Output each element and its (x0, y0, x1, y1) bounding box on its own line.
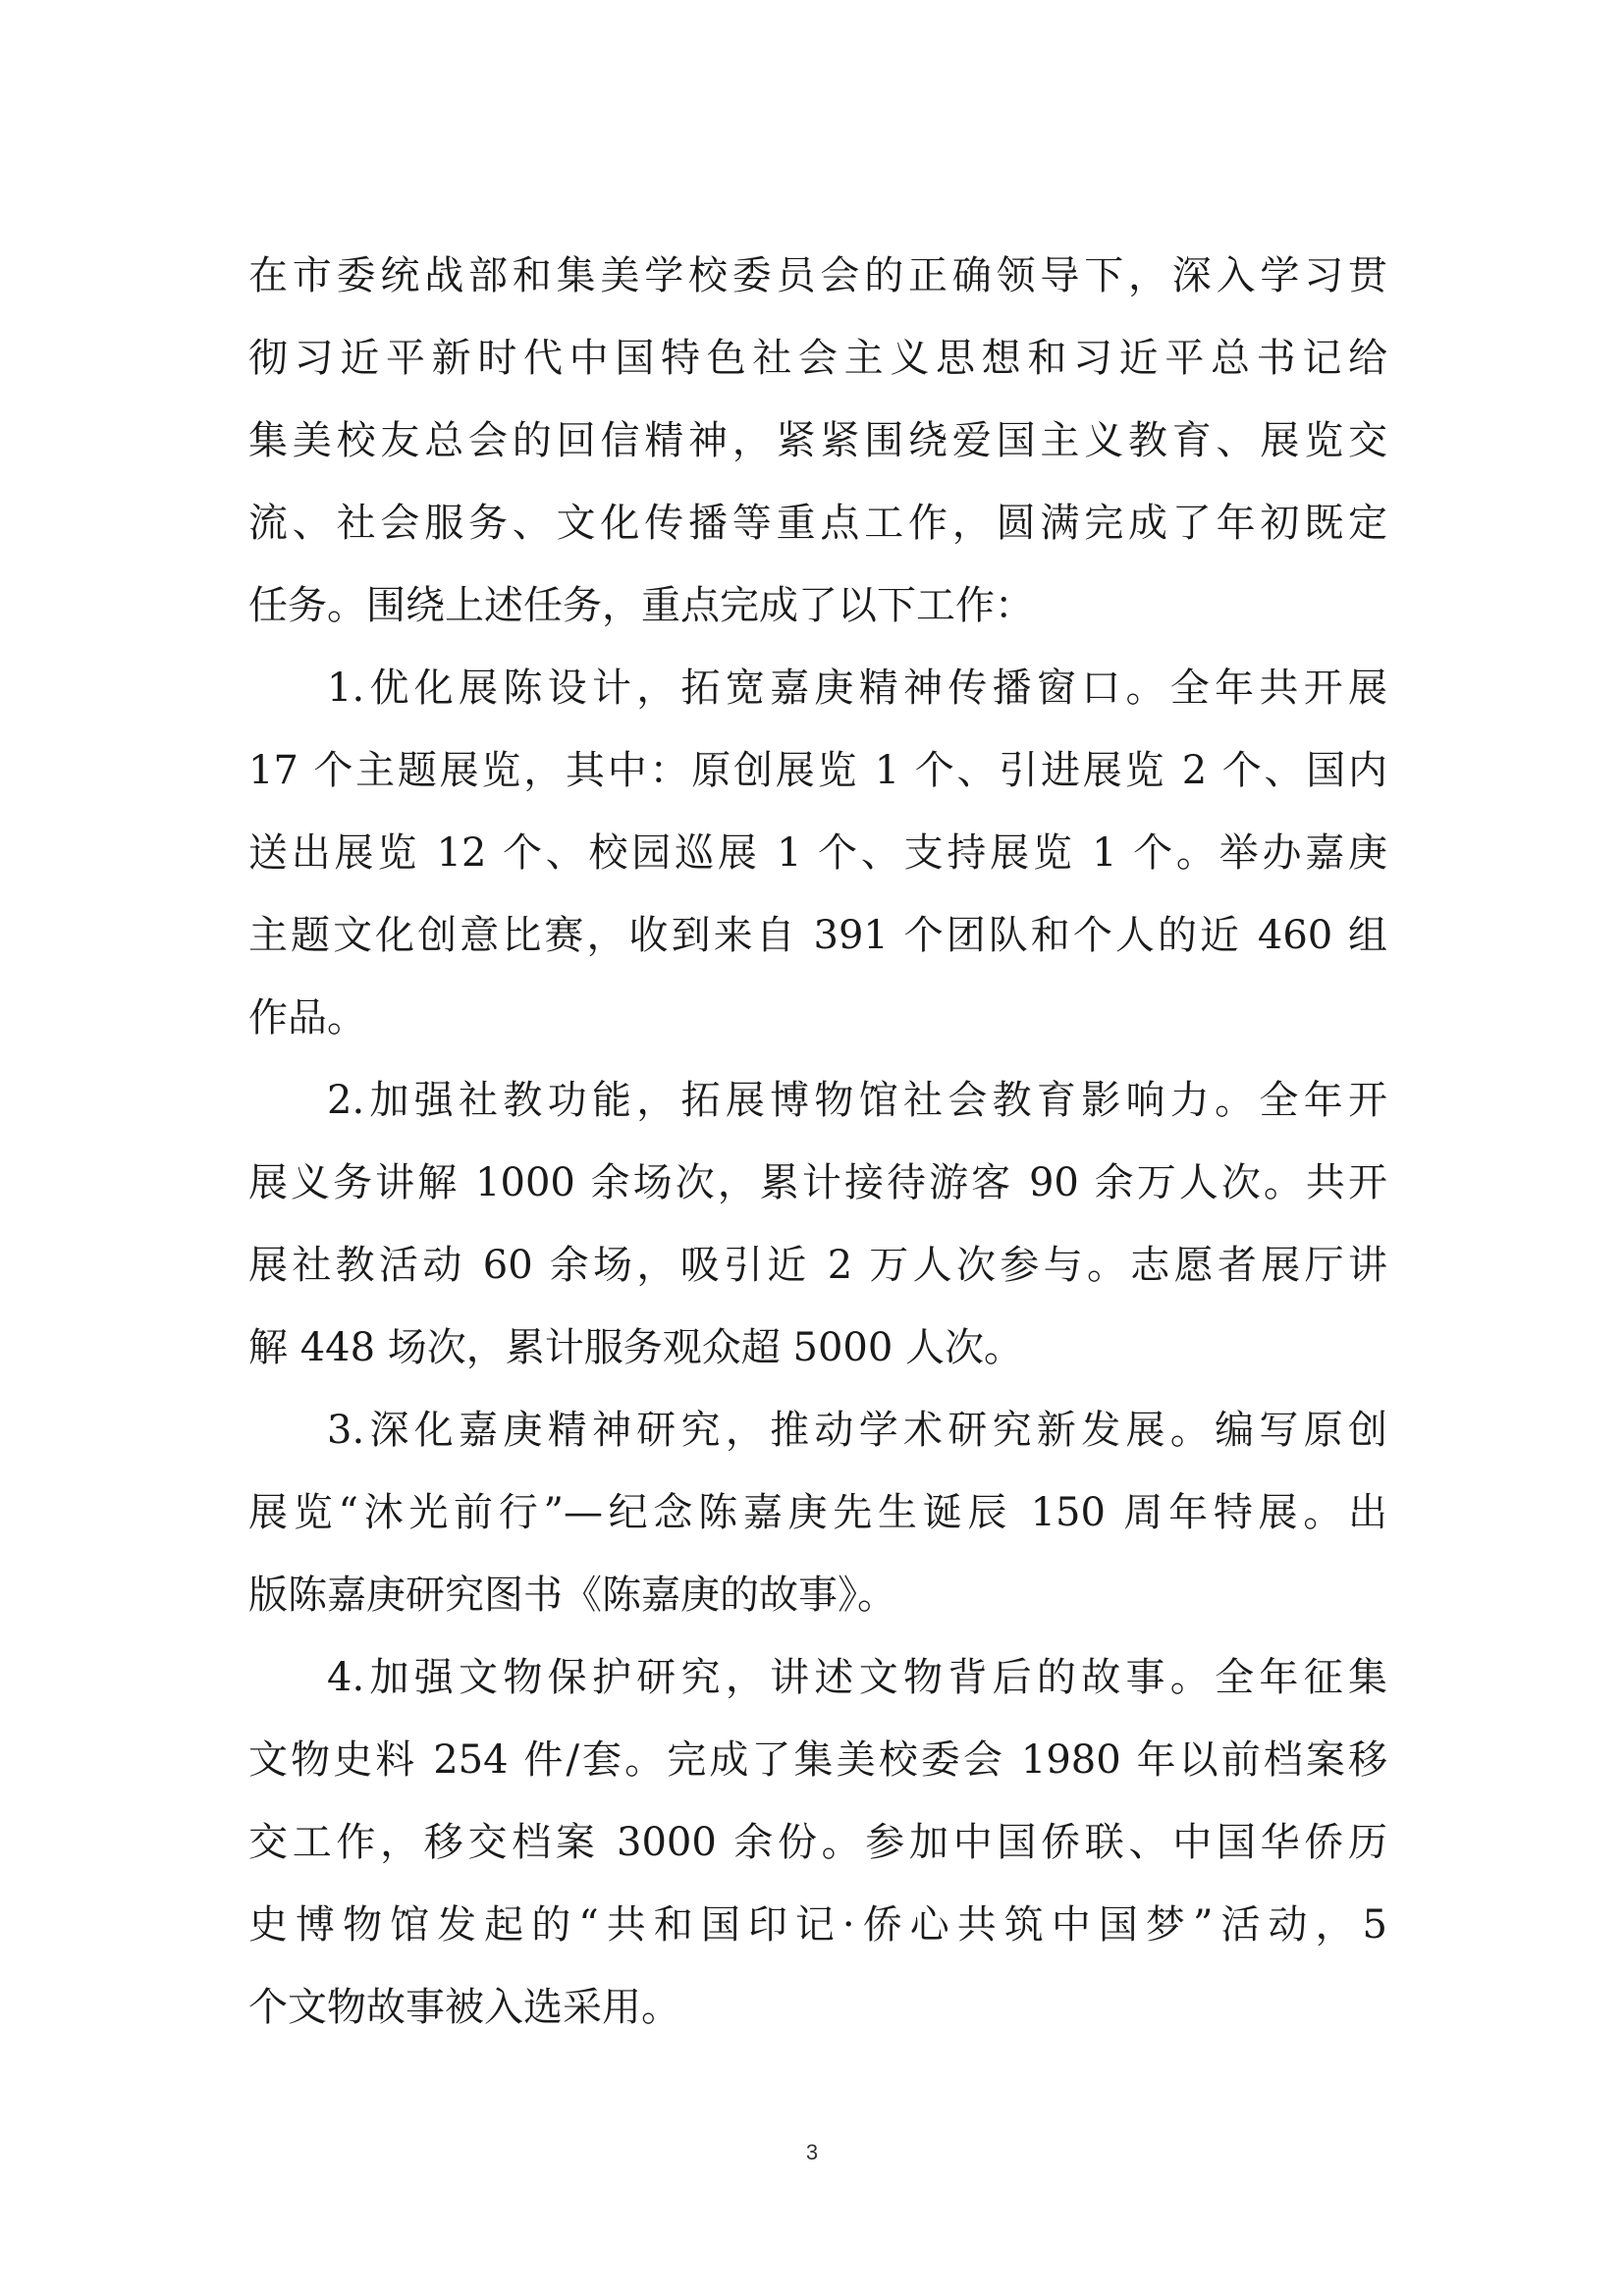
section-4-heading-line: 4.加强文物保护研究，讲述文物背后的故事。全年征集 (327, 1655, 1387, 1700)
text-line: 展览“沐光前行”—纪念陈嘉庚先生诞辰 150 周年特展。出 (248, 1490, 1387, 1535)
text-line: 版陈嘉庚研究图书《陈嘉庚的故事》。 (248, 1573, 896, 1618)
text-line: 主题文化创意比赛，收到来自 391 个团队和个人的近 460 组 (248, 913, 1387, 958)
text-line: 文物史料 254 件/套。完成了集美校委会 1980 年以前档案移 (248, 1737, 1387, 1783)
text-line: 集美校友总会的回信精神，紧紧围绕爱国主义教育、展览交 (248, 418, 1387, 463)
page-number: 3 (805, 2140, 819, 2164)
text-line: 彻习近平新时代中国特色社会主义思想和习近平总书记给 (248, 336, 1387, 381)
text-line: 流、社会服务、文化传播等重点工作，圆满完成了年初既定 (248, 501, 1387, 546)
section-1-heading-line: 1.优化展陈设计，拓宽嘉庚精神传播窗口。全年共开展 (327, 666, 1387, 711)
text-line: 在市委统战部和集美学校委员会的正确领导下，深入学习贯 (248, 253, 1387, 298)
text-line: 史博物馆发起的“共和国印记·侨心共筑中国梦”活动，5 (248, 1902, 1387, 1948)
text-line: 个文物故事被入选采用。 (248, 1985, 680, 2030)
text-line: 作品。 (248, 995, 366, 1041)
section-3-heading-line: 3.深化嘉庚精神研究，推动学术研究新发展。编写原创 (327, 1408, 1387, 1453)
text-line: 任务。围绕上述任务，重点完成了以下工作： (248, 583, 1034, 628)
text-line: 展社教活动 60 余场，吸引近 2 万人次参与。志愿者展厅讲 (248, 1243, 1387, 1288)
text-line: 解 448 场次，累计服务观众超 5000 人次。 (248, 1325, 1024, 1370)
text-line: 17 个主题展览，其中：原创展览 1 个、引进展览 2 个、国内 (248, 748, 1387, 793)
section-2-heading-line: 2.加强社教功能，拓展博物馆社会教育影响力。全年开 (327, 1078, 1387, 1123)
text-line: 送出展览 12 个、校园巡展 1 个、支持展览 1 个。举办嘉庚 (248, 830, 1387, 876)
text-line: 交工作，移交档案 3000 余份。参加中国侨联、中国华侨历 (248, 1820, 1387, 1865)
text-line: 展义务讲解 1000 余场次，累计接待游客 90 余万人次。共开 (248, 1160, 1387, 1205)
